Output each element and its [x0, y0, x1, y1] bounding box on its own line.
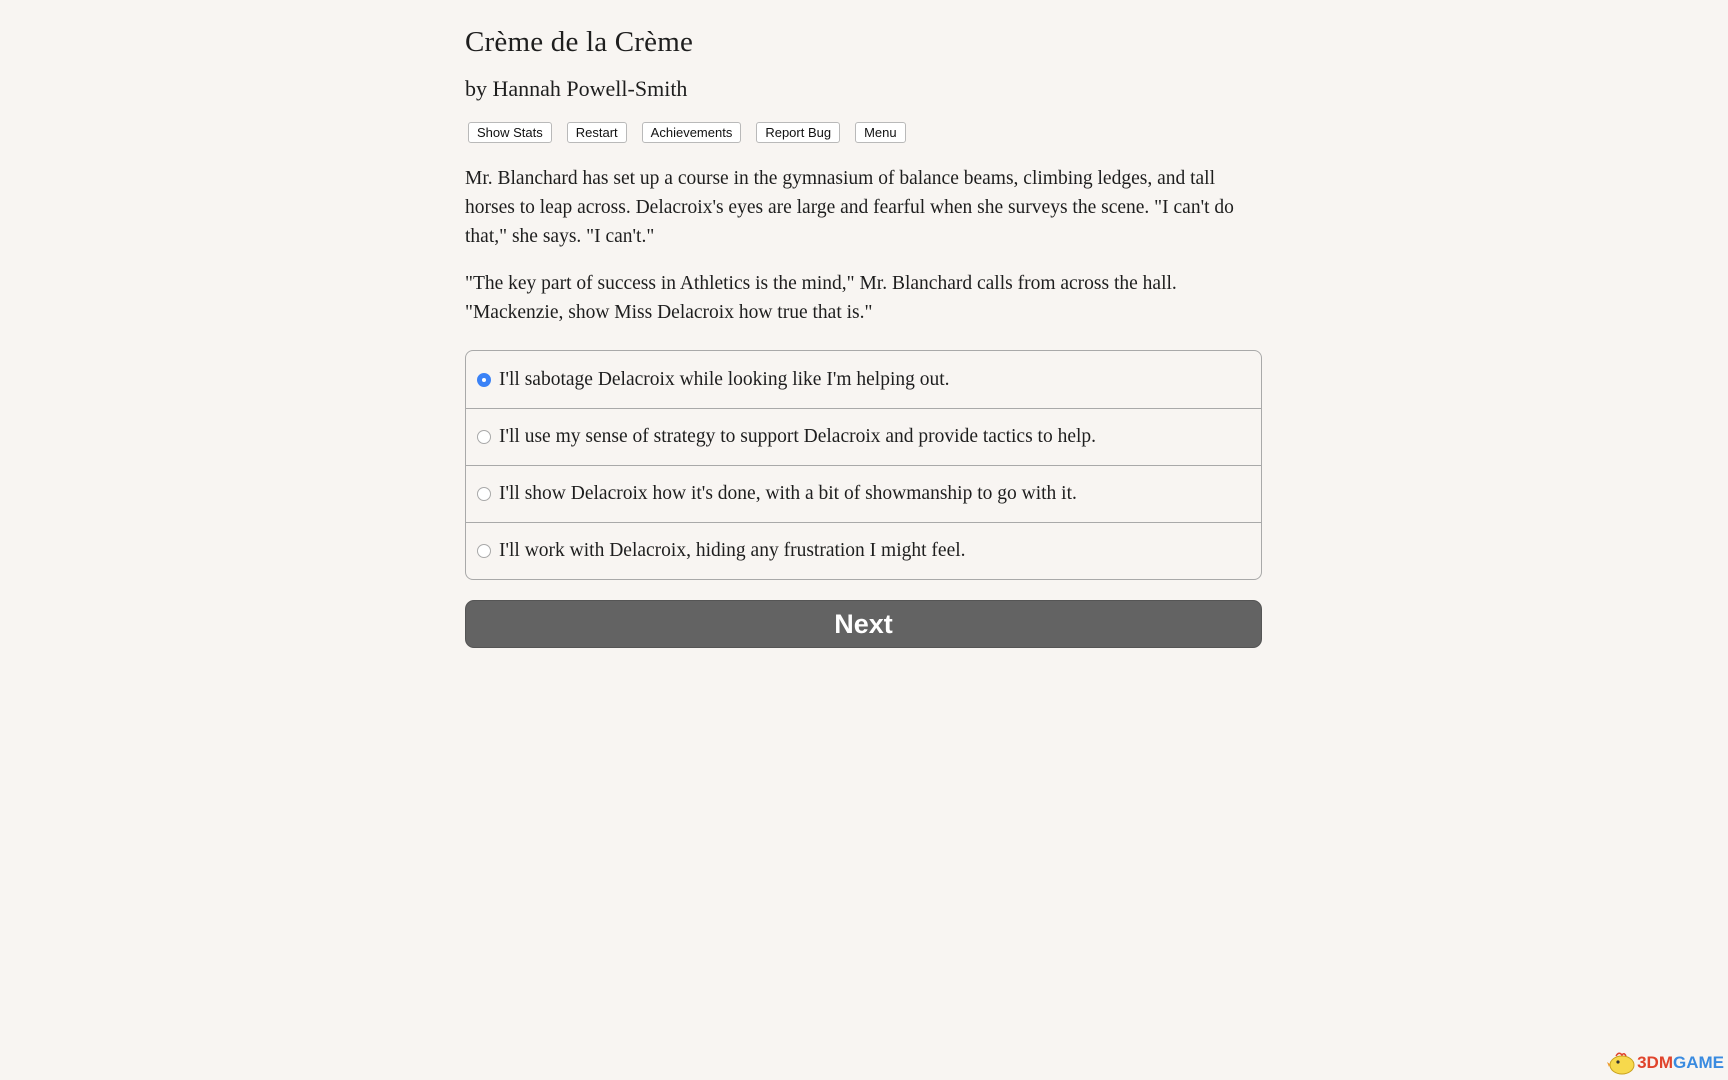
choice-option[interactable]	[466, 522, 1261, 579]
game-page	[465, 22, 1262, 648]
radio-button[interactable]	[477, 487, 491, 501]
menu-button[interactable]: Menu	[855, 122, 906, 143]
radio-button[interactable]	[477, 544, 491, 558]
watermark-text-game: GAME	[1673, 1053, 1724, 1072]
watermark-logo	[1607, 1050, 1724, 1076]
report-bug-button[interactable]: Report Bug	[756, 122, 840, 143]
choice-label: I'll show Delacroix how it's done, with a bit of showmanship to go with it.	[499, 483, 1077, 504]
radio-button[interactable]	[477, 430, 491, 444]
choice-option[interactable]	[466, 465, 1261, 522]
choice-label: I'll work with Delacroix, hiding any frustration I might feel.	[499, 540, 966, 561]
watermark-text-3dm: 3DM	[1637, 1053, 1673, 1072]
achievements-button[interactable]: Achievements	[642, 122, 742, 143]
choice-option[interactable]	[466, 408, 1261, 465]
radio-button[interactable]	[477, 373, 491, 387]
choice-label: I'll sabotage Delacroix while looking like I'm helping out.	[499, 368, 950, 390]
chick-mascot-icon	[1607, 1050, 1637, 1076]
restart-button[interactable]: Restart	[567, 122, 627, 143]
game-title: Crème de la Crème	[465, 26, 694, 58]
story-paragraph: Mr. Blanchard has set up a course in the gymnasium of balance beams, climbing ledges, and tall horses to leap across. Delacroix's eyes are large and fearful when she surveys the scene. "I can't do that," she says. "I can't."	[465, 168, 1234, 247]
choice-label: I'll use my sense of strategy to support Delacroix and provide tactics to help.	[499, 426, 1097, 447]
game-author: by Hannah Powell-Smith	[465, 76, 688, 101]
next-button[interactable]: Next	[465, 600, 1262, 648]
show-stats-button[interactable]: Show Stats	[468, 122, 552, 143]
choice-option[interactable]	[466, 351, 1261, 408]
story-text	[465, 164, 1262, 327]
toolbar	[465, 122, 1262, 144]
story-paragraph: "The key part of success in Athletics is the mind," Mr. Blanchard calls from across the hall. "Mackenzie, show Miss Delacroix how true that is."	[465, 273, 1177, 323]
choice-list	[465, 350, 1262, 580]
